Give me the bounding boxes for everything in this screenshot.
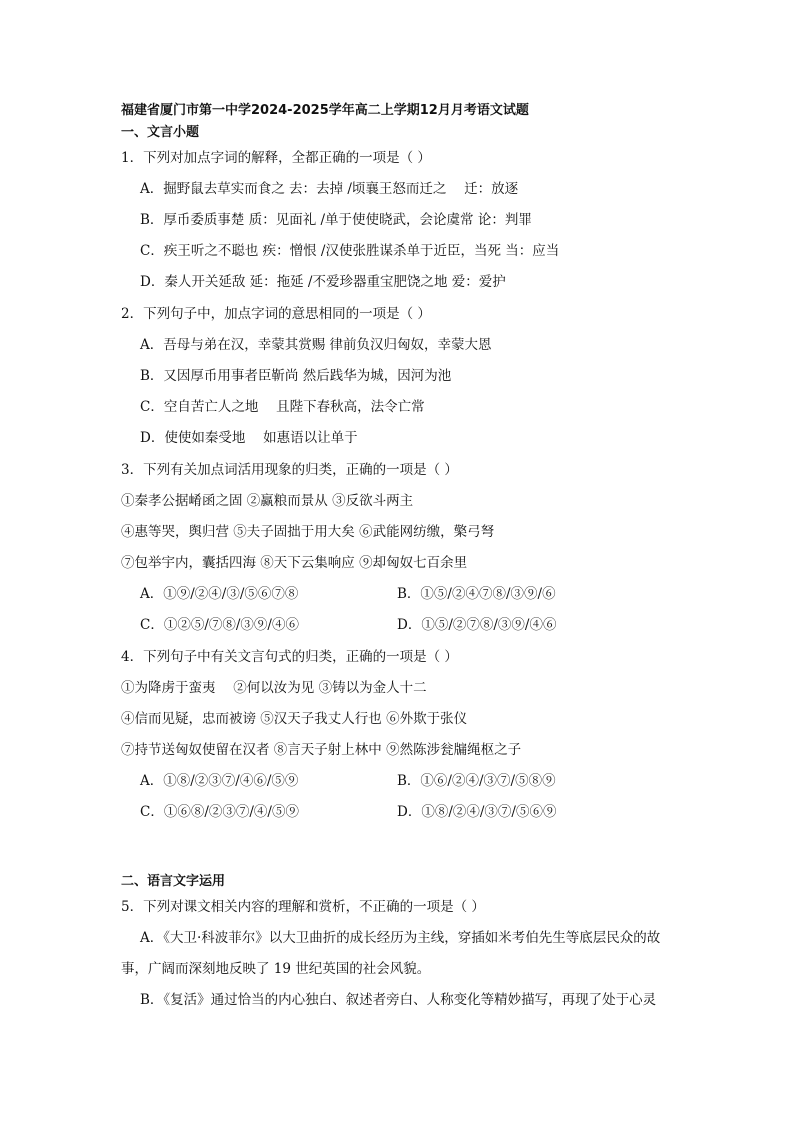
- question-1-option-a: A．掘野鼠去草实而食之 去：去掉 /顷襄王怒而迁之 迁：放逐: [140, 181, 519, 197]
- question-4-option-d: D．①⑧/②④/③⑦/⑤⑥⑨: [397, 804, 557, 820]
- question-3-items-2: ④惠等哭，舆归营 ⑤夫子固拙于用大矣 ⑥武能网纺缴，檠弓弩: [121, 524, 495, 540]
- question-3-stem: 3．下列有关加点词活用现象的归类，正确的一项是（ ）: [121, 462, 458, 478]
- question-4-items-2: ④信而见疑，忠而被谤 ⑤汉天子我丈人行也 ⑥外欺于张仪: [121, 711, 468, 727]
- question-4-option-c: C．①⑥⑧/②③⑦/④/⑤⑨: [140, 804, 299, 820]
- question-2-option-a: A．吾母与弟在汉，幸蒙其赏赐 律前负汉归匈奴，幸蒙大恩: [140, 337, 492, 353]
- question-4-items-1: ①为降虏于蛮夷 ②何以汝为见 ③铸以为金人十二: [121, 680, 427, 696]
- question-4-stem: 4．下列句子中有关文言句式的归类，正确的一项是（ ）: [121, 649, 458, 665]
- question-5-option-a-line1: A．《大卫·科波菲尔》以大卫曲折的成长经历为主线，穿插如米考伯先生等底层民众的故: [140, 930, 661, 946]
- question-1-option-d: D．秦人开关延敌 延：拖延 /不爱珍器重宝肥饶之地 爱：爱护: [140, 274, 506, 290]
- page-title: 福建省厦门市第一中学2024-2025学年高二上学期12月月考语文试题: [121, 103, 529, 118]
- question-5-option-a-line2: 事，广阔而深刻地反映了 19 世纪英国的社会风貌。: [121, 961, 431, 977]
- question-1-option-b: B．厚币委质事楚 质：见面礼 /单于使使晓武，会论虞常 论：判罪: [140, 212, 532, 228]
- question-2-option-d: D．使使如秦受地 如惠语以让单于: [140, 430, 358, 446]
- question-4-option-a: A．①⑧/②③⑦/④⑥/⑤⑨: [140, 773, 299, 789]
- question-1-stem: 1．下列对加点字词的解释，全都正确的一项是（ ）: [121, 150, 431, 166]
- question-2-stem: 2．下列句子中，加点字词的意思相同的一项是（ ）: [121, 306, 431, 322]
- question-5-option-b-line1: B．《复活》通过恰当的内心独白、叙述者旁白、人称变化等精妙描写，再现了处于心灵: [140, 992, 657, 1008]
- question-3-option-a: A．①⑨/②④/③/⑤⑥⑦⑧: [140, 586, 299, 602]
- section-heading-2: 二、语言文字运用: [121, 874, 226, 889]
- question-3-items-3: ⑦包举宇内，囊括四海 ⑧天下云集响应 ⑨却匈奴七百余里: [121, 555, 468, 571]
- question-3-option-c: C．①②⑤/⑦⑧/③⑨/④⑥: [140, 617, 299, 633]
- question-1-option-c: C．疾王听之不聪也 疾：憎恨 /汉使张胜谋杀单于近臣，当死 当：应当: [140, 243, 560, 259]
- question-5-stem: 5．下列对课文相关内容的理解和赏析，不正确的一项是（ ）: [121, 899, 485, 915]
- section-heading-1: 一、文言小题: [121, 125, 200, 140]
- question-3-option-d: D．①⑤/②⑦⑧/③⑨/④⑥: [397, 617, 557, 633]
- question-2-option-c: C．空自苦亡人之地 且陛下春秋高，法令亡常: [140, 399, 425, 415]
- question-4-items-3: ⑦持节送匈奴使留在汉者 ⑧言天子射上林中 ⑨然陈涉瓮牖绳枢之子: [121, 742, 522, 758]
- question-3-items-1: ①秦孝公据崤函之固 ②赢粮而景从 ③反欲斗两主: [121, 493, 414, 509]
- question-4-option-b: B．①⑥/②④/③⑦/⑤⑧⑨: [397, 773, 556, 789]
- question-3-option-b: B．①⑤/②④⑦⑧/③⑨/⑥: [397, 586, 556, 602]
- question-2-option-b: B．又因厚币用事者臣靳尚 然后践华为城，因河为池: [140, 368, 452, 384]
